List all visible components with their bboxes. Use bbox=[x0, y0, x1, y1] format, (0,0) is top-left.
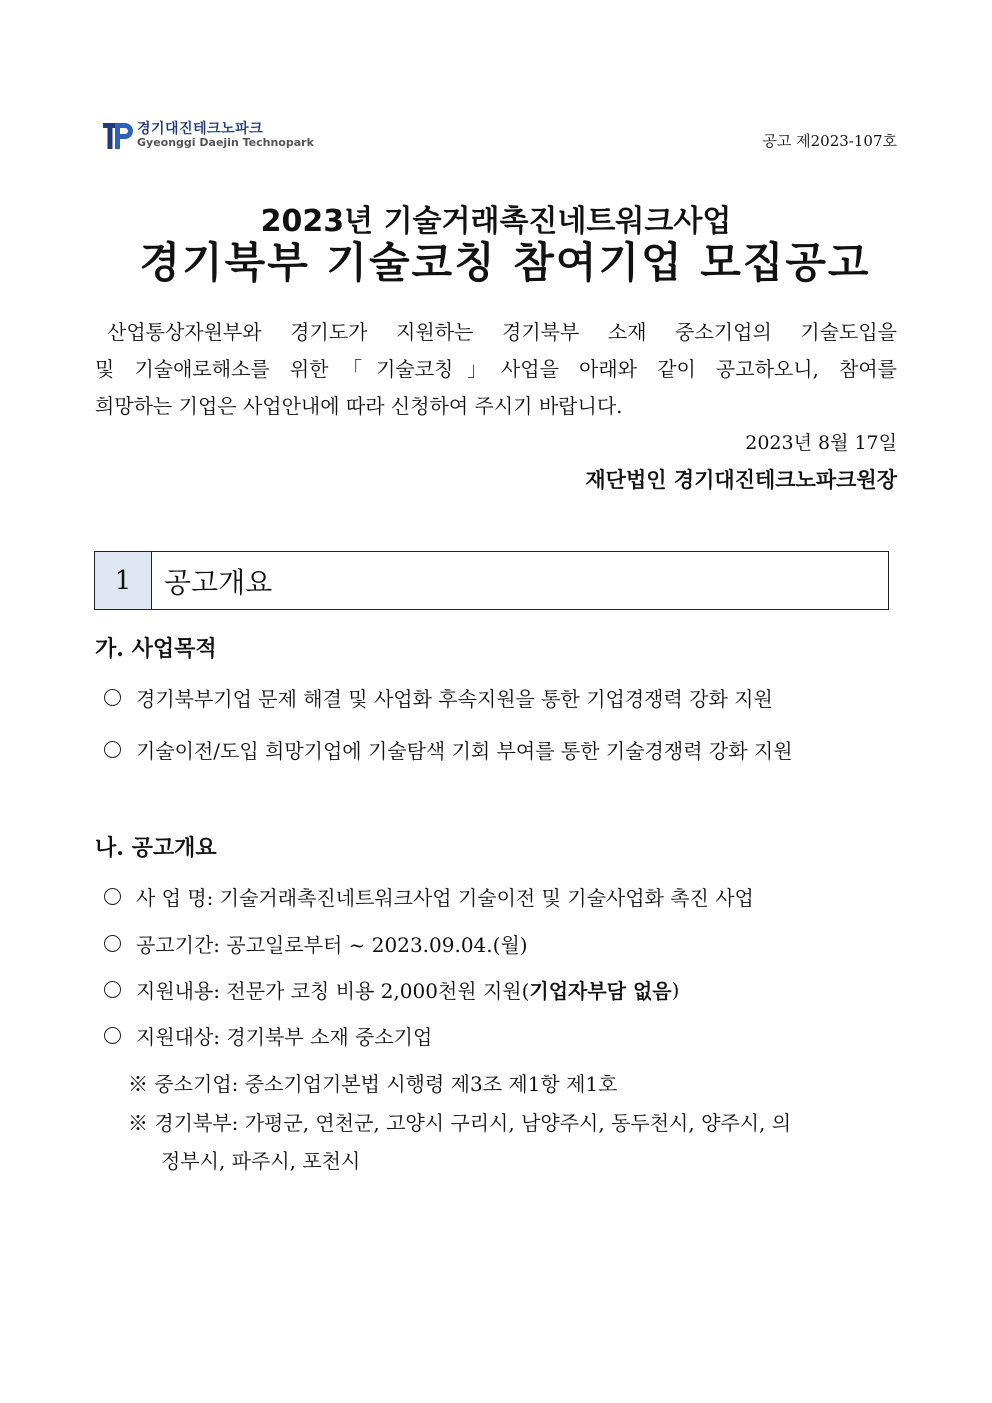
notice-number: 공고 제2023-107호 bbox=[762, 132, 897, 150]
circle-bullet-icon bbox=[104, 1027, 121, 1044]
notice-date: 2023년 8월 17일 bbox=[745, 432, 897, 454]
title-line-1: 2023년 기술거래촉진네트워크사업 bbox=[260, 204, 732, 239]
logo-english-text: Gyeonggi Daejin Technopark bbox=[137, 136, 314, 149]
subsection-heading-overview: 나. 공고개요 bbox=[95, 835, 217, 861]
section-header bbox=[94, 551, 889, 610]
intro-line-3: 희망하는 기업은 사업안내에 따라 신청하여 주시기 바랍니다. bbox=[95, 394, 623, 418]
list-item: 공고기간: 공고일로부터 ~ 2023.09.04.(월) bbox=[104, 929, 528, 958]
section-title: 공고개요 bbox=[164, 565, 273, 599]
circle-bullet-icon bbox=[104, 981, 121, 998]
list-item: 지원대상: 경기북부 소재 중소기업 bbox=[104, 1021, 432, 1050]
note-region-continued: 정부시, 파주시, 포천시 bbox=[161, 1149, 361, 1173]
circle-bullet-icon bbox=[104, 888, 121, 905]
technopark-logo-icon bbox=[103, 121, 133, 151]
note-sme: ※ 중소기업: 중소기업기본법 시행령 제3조 제1항 제1호 bbox=[128, 1072, 618, 1096]
list-item: 사 업 명: 기술거래촉진네트워크사업 기술이전 및 기술사업화 촉진 사업 bbox=[104, 882, 754, 911]
list-item: 지원내용: 전문가 코칭 비용 2,000천원 지원( 기업자부담 없음 ) bbox=[104, 975, 679, 1004]
circle-bullet-icon bbox=[104, 935, 121, 952]
logo bbox=[103, 118, 314, 154]
intro-line-1: 산업통상자원부와 경기도가 지원하는 경기북부 소재 중소기업의 기술도입을 bbox=[107, 320, 897, 344]
issuing-organization: 재단법인 경기대진테크노파크원장 bbox=[585, 467, 897, 492]
no-self-payment-emphasis: 기업자부담 없음 bbox=[529, 979, 672, 1003]
circle-bullet-icon bbox=[104, 689, 121, 706]
subsection-heading-purpose: 가. 사업목적 bbox=[95, 636, 217, 662]
circle-bullet-icon bbox=[104, 741, 121, 758]
intro-paragraph bbox=[95, 314, 897, 425]
title-line-2: 경기북부 기술코칭 참여기업 모집공고 bbox=[139, 238, 871, 287]
list-item: 경기북부기업 문제 해결 및 사업화 후속지원을 통한 기업경쟁력 강화 지원 bbox=[104, 683, 773, 712]
section-number: 1 bbox=[95, 552, 152, 609]
intro-line-2: 및 기술애로해소를 위한「기술코칭」사업을 아래와 같이 공고하오니, 참여를 bbox=[95, 357, 897, 381]
list-item: 기술이전/도입 희망기업에 기술탐색 기회 부여를 통한 기술경쟁력 강화 지원 bbox=[104, 735, 793, 764]
note-region: ※ 경기북부: 가평군, 연천군, 고양시 구리시, 남양주시, 동두천시, 양주시, 의 bbox=[128, 1111, 792, 1135]
logo-korean-text: 경기대진테크노파크 bbox=[137, 121, 264, 137]
